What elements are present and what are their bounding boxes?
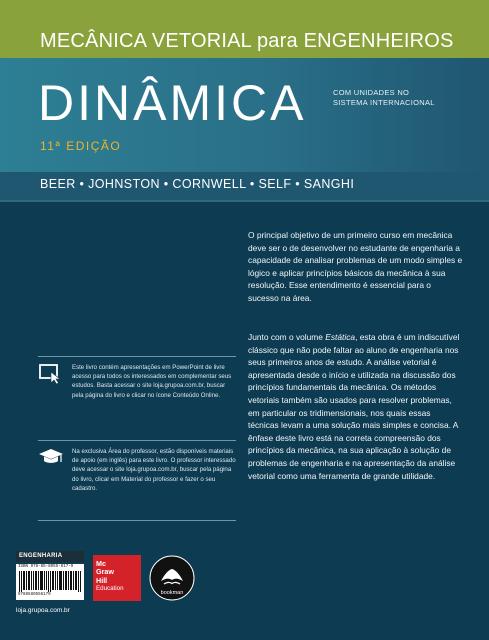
series-title: MECÂNICA VETORIAL para ENGENHEIROS (40, 30, 454, 52)
imprint-name: bookman (160, 590, 184, 596)
isbn-text: ISBN 978-85-8055-617-9 (18, 565, 74, 569)
barcode (16, 564, 84, 600)
edition-label: 11ª EDIÇÃO (40, 139, 122, 153)
series-band (0, 0, 489, 58)
barcode-number: 9788580556179 (18, 593, 51, 597)
description-paragraph-1: O principal objetivo de um primeiro curso em mecânica deve ser o de desenvolver no estudante de engenharia a capacidade de analisar problemas de um modo simples e lógico e aplicar princípios básicos da mecânica à sua resolução. Esse entendimento é essencial para o sucesso na área. (248, 230, 463, 303)
logo-line: Graw (96, 567, 114, 577)
graduation-cap-icon (38, 447, 64, 472)
divider (38, 440, 236, 441)
website-link[interactable]: loja.grupoa.com.br (16, 607, 70, 614)
units-note (333, 88, 435, 108)
logo-line: Hill (96, 575, 108, 585)
units-note-line1: COM UNIDADES NO (333, 88, 410, 97)
units-note-line2: SISTEMA INTERNACIONAL (333, 98, 435, 107)
professor-area-notice (38, 447, 236, 493)
divider (38, 356, 236, 357)
logo-line: Education (96, 585, 124, 593)
description-paragraph-2 (248, 331, 463, 482)
online-content-notice (38, 363, 236, 400)
authors-list: BEER • JOHNSTON • CORNWELL • SELF • SANGHI (40, 177, 355, 191)
mcgraw-hill-logo (93, 555, 141, 601)
book-title: DINÂMICA (38, 75, 307, 131)
online-content-text: Este livro contém apresentações em PowerPoint de livre acesso para todos os interessados em complementar seus estudos. Basta acessar o site loja.grupoa.com.br, buscar pela página do livro e clicar no ícone Conteúdo Online. (72, 364, 232, 399)
logo-line: Mc (96, 559, 106, 568)
divider (38, 520, 236, 521)
paragraph-2-rest: , esta obra é um indiscutível clássico que não pode faltar ao aluno de engenharia nos seus primeiros anos de estudo. A análise vetorial é apresentada desde o início e utilizada na discussão dos princípios fundamentais da mecânica. Os métodos vetoriais também são usados para resolver problemas, em particular os tridimensionais, nos quais essas técnicas levam a uma solução mais simples e concisa. A ênfase deste livro está na correta compreensão dos princípios da mecânica, na sua aplicação à solução de problemas de engenharia e na apresentação da análise vetorial como uma ferramenta de grande utilidade. (248, 332, 460, 481)
barcode-bars (19, 571, 81, 592)
bookman-logo (149, 555, 195, 601)
category-label: ENGENHARIA (16, 551, 84, 562)
monitor-pointer-icon (38, 363, 64, 390)
paragraph-2-start: Junto com o volume (248, 332, 326, 342)
volume-name: Estática (325, 332, 356, 342)
professor-area-text: Na exclusiva Área do professor, estão disponíveis materiais de apoio (em inglês) para este livro. O professor interessado deve acessar o site loja.grupoa.com.br, buscar pela página do livro, clicar em Material do professor e fazer o seu cadastro. (72, 448, 236, 492)
header-divider (0, 200, 489, 202)
